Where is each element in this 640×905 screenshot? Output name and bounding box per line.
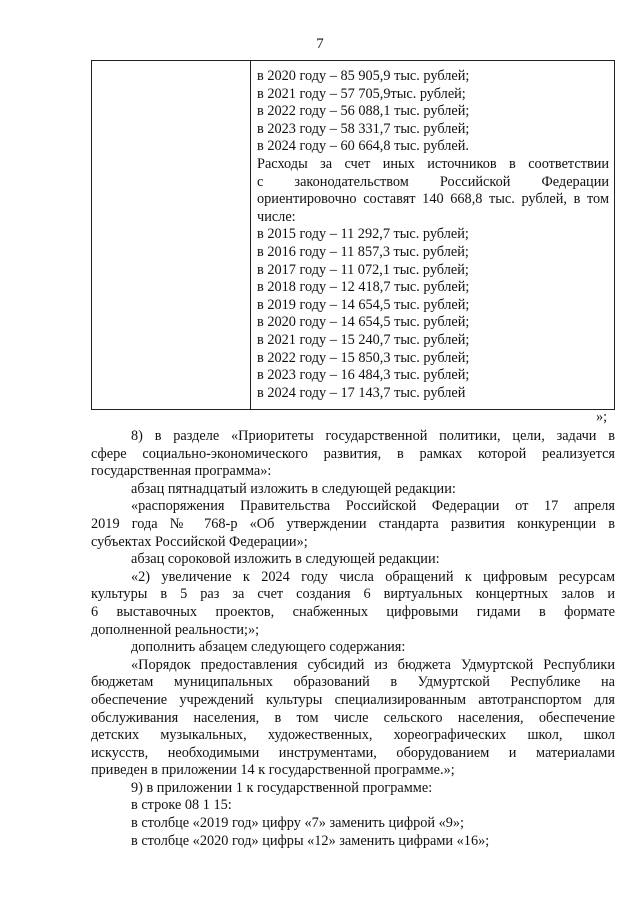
paragraph-instruction: [91, 481, 615, 499]
text-line: «Порядок предоставления субсидий из бюджета Удмуртской Республики: [131, 656, 615, 673]
document-body: [91, 428, 615, 850]
text-line: государственная программа»:: [91, 463, 272, 480]
text-line: дополненной реальности;»;: [91, 621, 260, 638]
table-line: ориентировочно составят 140 668,8 тыс. рублей, в том: [257, 191, 609, 208]
text-line: в столбце «2019 год» цифру «7» заменить цифрой «9»;: [131, 815, 465, 832]
funding-cell: [257, 68, 609, 402]
text-line: абзац пятнадцатый изложить в следующей редакции:: [131, 480, 456, 497]
text-line: субъектах Российской Федерации»;: [91, 533, 308, 550]
text-line: культуры в 5 раз за счет создания 6 виртуальных концертных залов и: [91, 586, 615, 603]
text-line: 9) в приложении 1 к государственной программе:: [131, 779, 433, 796]
paragraph-instruction: [91, 639, 615, 657]
text-line: «распоряжения Правительства Российской Федерации от 17 апреля: [131, 498, 615, 515]
text-line: приведен в приложении 14 к государственной программе.»;: [91, 762, 455, 779]
table-line: в 2022 году – 15 850,3 тыс. рублей;: [257, 349, 470, 366]
table-line: в 2015 году – 11 292,7 тыс. рублей;: [257, 226, 469, 243]
table-line: в 2016 году – 11 857,3 тыс. рублей;: [257, 243, 469, 260]
text-line: сфере социально-экономического развития, в рамках которой реализуется: [91, 445, 615, 462]
paragraph-quote: [91, 657, 615, 780]
paragraph-instruction: [91, 833, 615, 851]
table-line: в 2017 году – 11 072,1 тыс. рублей;: [257, 261, 469, 278]
paragraph-quote: [91, 498, 615, 551]
text-line: 6 выставочных проектов, снабженных цифровыми гидами в формате: [91, 603, 615, 620]
text-line: 2019 года № 768-р «Об утверждении стандарта развития конкуренции в: [91, 515, 615, 532]
page-number: 7: [316, 36, 324, 52]
paragraph-instruction: [91, 797, 615, 815]
closing-quote: »;: [596, 409, 608, 425]
table-line: в 2023 году – 16 484,3 тыс. рублей;: [257, 367, 470, 384]
paragraph-instruction: [91, 551, 615, 569]
column-divider: [250, 61, 251, 409]
text-line: детских музыкальных, художественных, хореографических школ, школ: [91, 727, 615, 744]
funding-table: [91, 60, 615, 410]
table-line: в 2020 году – 85 905,9 тыс. рублей;: [257, 68, 470, 84]
table-line: в 2021 году – 15 240,7 тыс. рублей;: [257, 331, 470, 348]
text-line: абзац сороковой изложить в следующей редакции:: [131, 551, 440, 568]
table-line: в 2023 году – 58 331,7 тыс. рублей;: [257, 120, 470, 137]
paragraph-instruction: [91, 815, 615, 833]
text-line: искусств, необходимыми инструментами, оборудованием и материалами: [91, 744, 615, 761]
table-line: Расходы за счет иных источников в соответствии: [257, 155, 609, 172]
table-line: в 2019 году – 14 654,5 тыс. рублей;: [257, 296, 470, 313]
text-line: в строке 08 1 15:: [131, 797, 232, 814]
paragraph-item-8: [91, 428, 615, 481]
table-line: в 2021 году – 57 705,9тыс. рублей;: [257, 85, 466, 102]
table-line: числе:: [257, 208, 296, 225]
table-line: в 2022 году – 56 088,1 тыс. рублей;: [257, 103, 470, 120]
table-line: в 2024 году – 60 664,8 тыс. рублей.: [257, 138, 469, 155]
paragraph-item-9: [91, 780, 615, 798]
paragraph-quote: [91, 569, 615, 639]
text-line: «2) увеличение к 2024 году числа обращений к цифровым ресурсам: [131, 568, 615, 585]
table-line: в 2024 году – 17 143,7 тыс. рублей: [257, 384, 466, 401]
table-line: в 2020 году – 14 654,5 тыс. рублей;: [257, 314, 470, 331]
text-line: обслуживания населения, в том числе сельского населения, обеспечение: [91, 709, 615, 726]
text-line: в столбце «2020 год» цифры «12» заменить цифрами «16»;: [131, 832, 490, 849]
table-line: в 2018 году – 12 418,7 тыс. рублей;: [257, 279, 470, 296]
table-line: с законодательством Российской Федерации: [257, 173, 609, 190]
text-line: обеспечение учреждений культуры специализированным автотранспортом для: [91, 691, 615, 708]
text-line: бюджетам муниципальных образований в Удмуртской Республике на: [91, 674, 615, 691]
text-line: 8) в разделе «Приоритеты государственной политики, цели, задачи в: [131, 428, 615, 444]
text-line: дополнить абзацем следующего содержания:: [131, 639, 406, 656]
